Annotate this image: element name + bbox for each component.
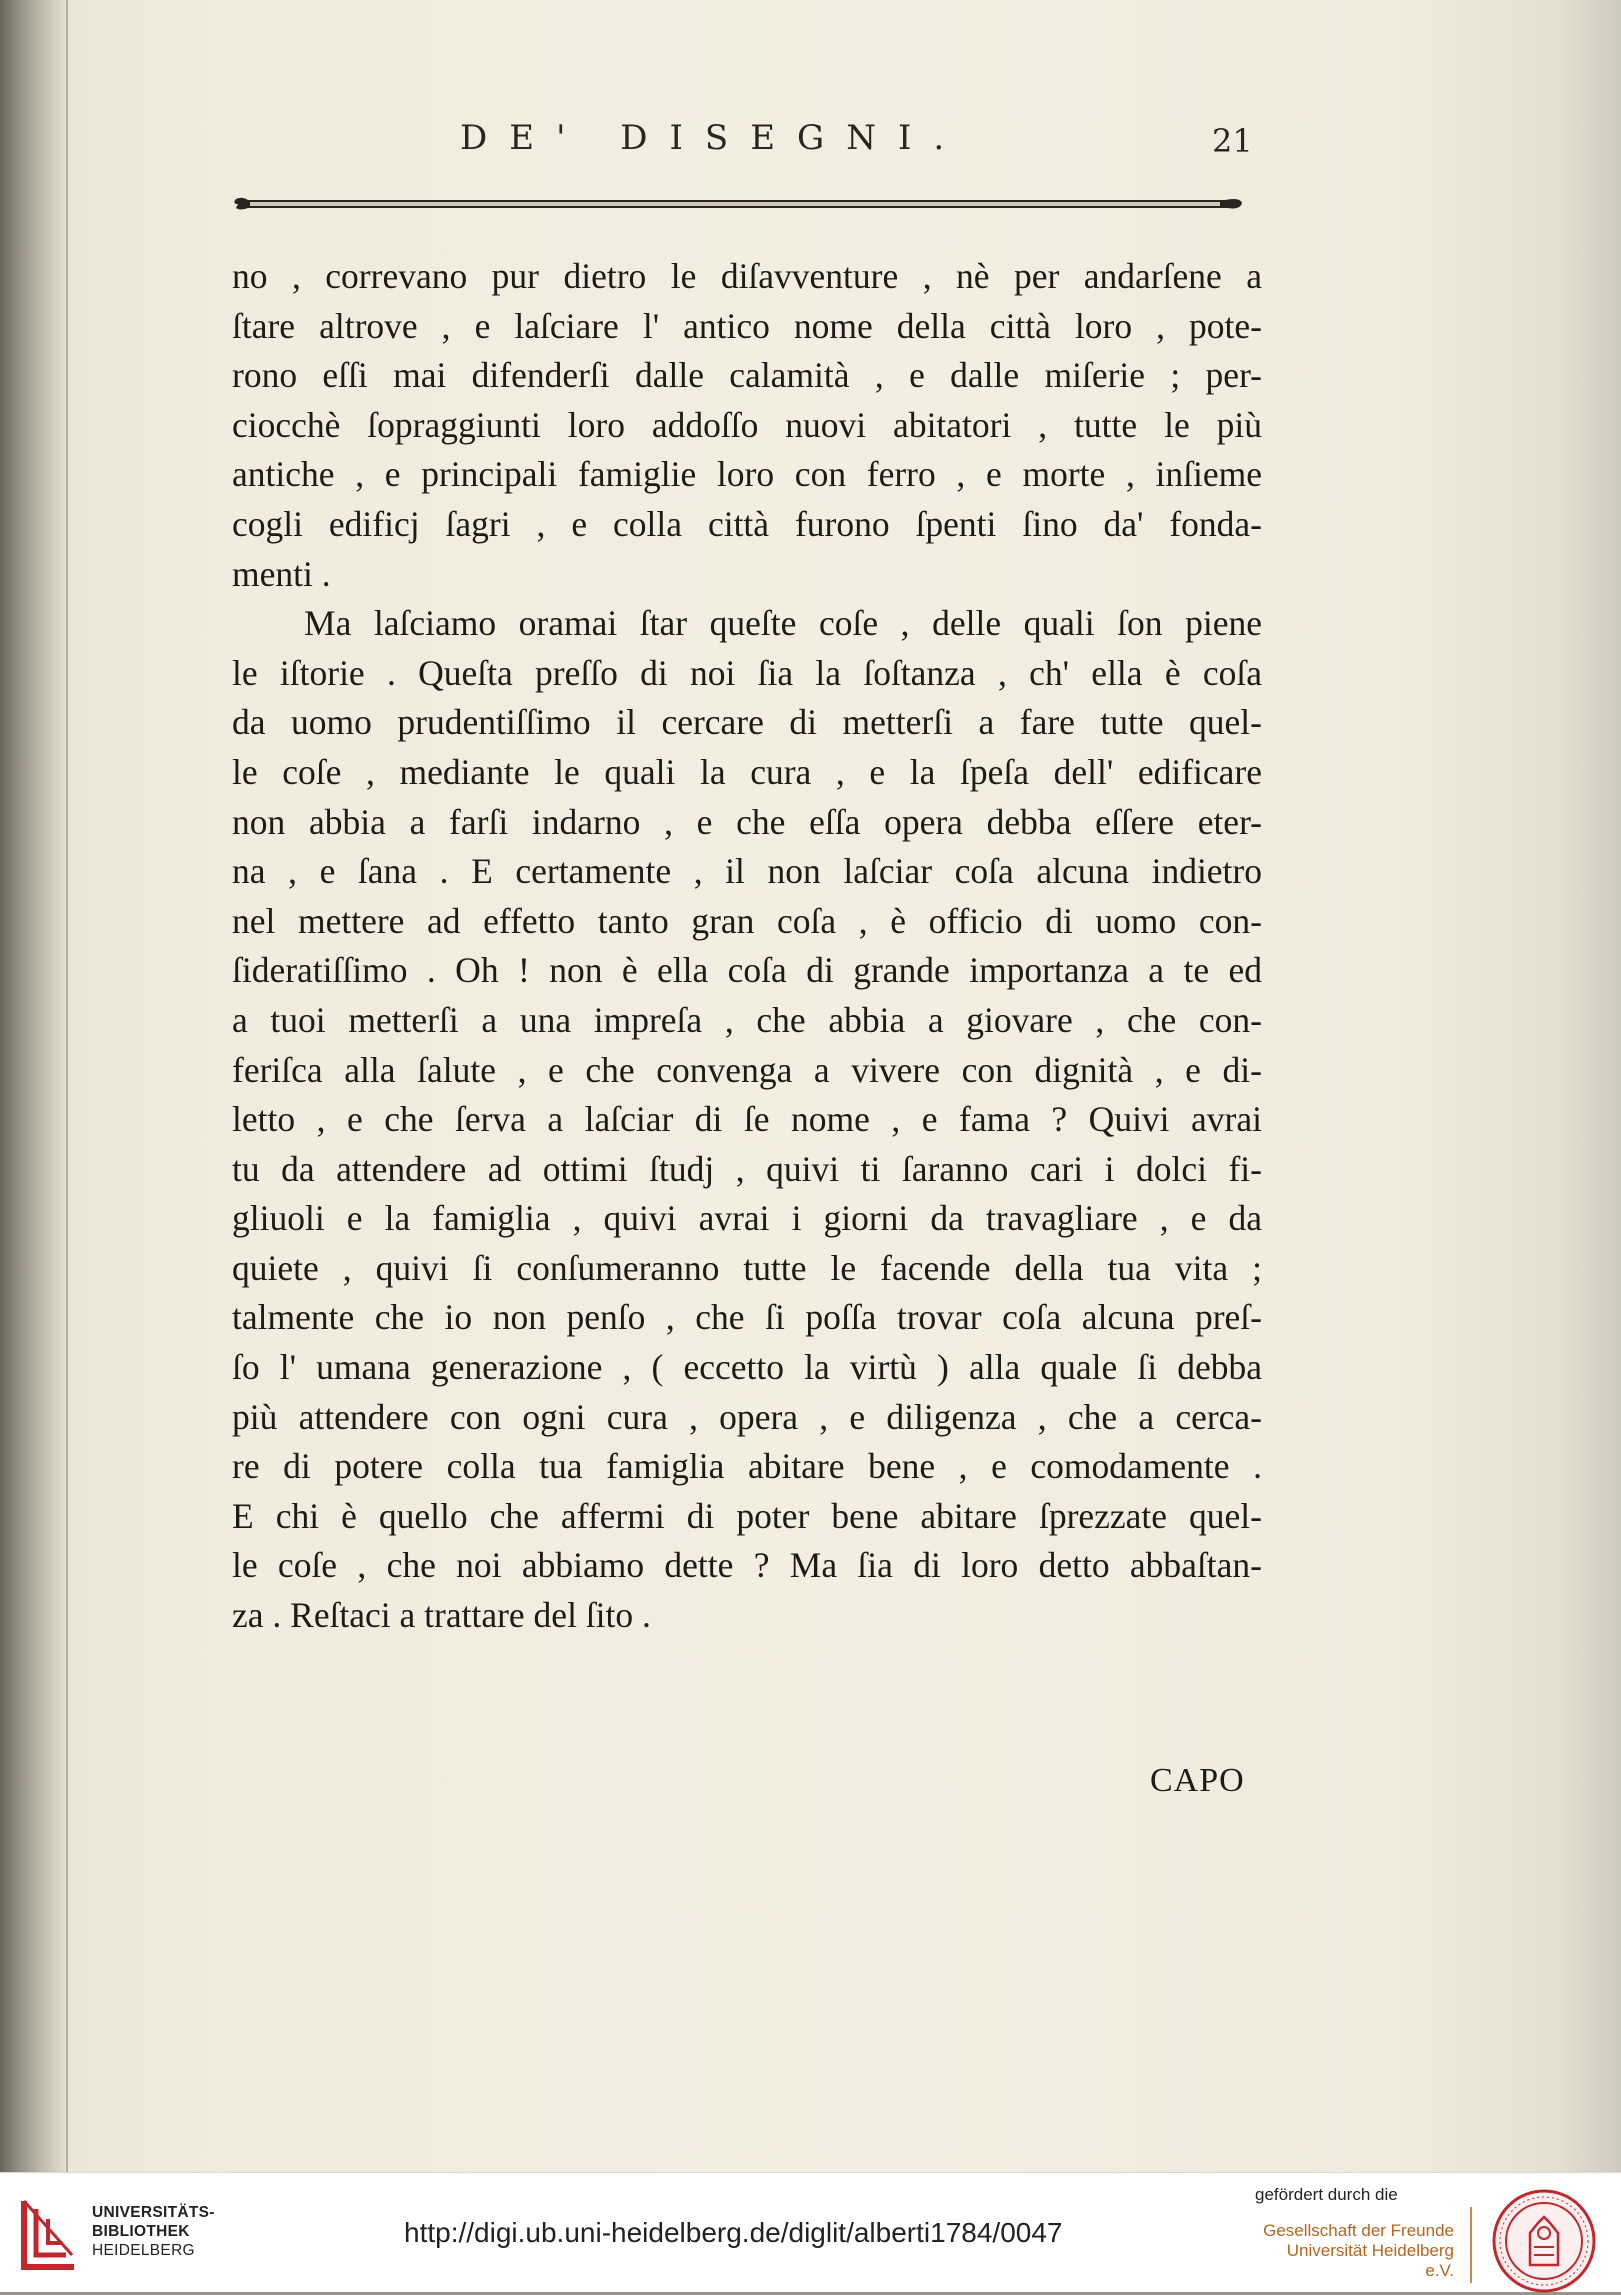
library-name: [92, 2203, 215, 2260]
binding-shadow: [0, 0, 70, 2172]
text-line: gliuoli e la famiglia , quivi avrai i giorni da travagliare , e da: [232, 1198, 1262, 1239]
page-edge-line: [66, 0, 68, 2172]
text-line: na , e ſana . E certamente , il non laſciar coſa alcuna indietro: [232, 851, 1262, 892]
sponsor-note: gefördert durch die: [1255, 2185, 1398, 2204]
text-line: le coſe , che noi abbiamo dette ? Ma ſia di loro detto abbaſtan-: [232, 1545, 1262, 1586]
text-line: cogli edificj ſagri , e colla città furono ſpenti ſino da' fonda-: [232, 503, 1262, 544]
text-line: le coſe , mediante le quali la cura , e la ſpeſa dell' edificare: [232, 751, 1262, 792]
text-line: le iſtorie . Queſta preſſo di noi ſia la ſoſtanza , ch' ella è coſa: [232, 652, 1262, 693]
text-line: da uomo prudentiſſimo il cercare di metterſi a fare tutte quel-: [232, 702, 1262, 743]
text-line: re di potere colla tua famiglia abitare bene , e comodamente .: [232, 1446, 1262, 1487]
library-name-line: HEIDELBERG: [92, 2242, 195, 2259]
text-line: ſtare altrove , e laſciare l' antico nome della città loro , pote-: [232, 305, 1262, 346]
page-number: 21: [1212, 122, 1253, 160]
university-library-logo-icon[interactable]: [14, 2193, 84, 2275]
sponsor-divider: [1470, 2207, 1472, 2283]
university-seal-icon[interactable]: [1490, 2187, 1598, 2295]
text-line: za . Reſtaci a trattare del ſito .: [232, 1595, 651, 1636]
text-line: nel mettere ad effetto tanto gran coſa , è officio di uomo con-: [232, 900, 1262, 941]
text-line: Ma laſciamo oramai ſtar queſte coſe , delle quali ſon piene: [304, 603, 1262, 644]
library-name-line: BIBLIOTHEK: [92, 2223, 190, 2240]
text-line: ſideratiſſimo . Oh ! non è ella coſa di grande importanza a te ed: [232, 950, 1262, 991]
sponsor-name[interactable]: [1262, 2221, 1454, 2281]
catchword: CAPO: [1150, 1762, 1245, 1799]
body-text: [232, 252, 1262, 1641]
text-line: menti .: [232, 553, 331, 594]
permalink-url[interactable]: http://digi.ub.uni-heidelberg.de/diglit/alberti1784/0047: [404, 2217, 1063, 2248]
text-line: tu da attendere ad ottimi ſtudj , quivi ti ſaranno cari i dolci fi-: [232, 1148, 1262, 1189]
ornamental-rule: [230, 194, 1245, 214]
text-line: feriſca alla ſalute , e che convenga a vivere con dignità , e di-: [232, 1049, 1262, 1090]
text-line: più attendere con ogni cura , opera , e diligenza , che a cerca-: [232, 1396, 1262, 1437]
library-name-line: UNIVERSITÄTS-: [92, 2204, 215, 2221]
text-line: antiche , e principali famiglie loro con ferro , e morte , inſieme: [232, 454, 1262, 495]
sponsor-name-line: Gesellschaft der Freunde: [1263, 2221, 1454, 2240]
text-line: letto , e che ſerva a laſciar di ſe nome , e fama ? Quivi avrai: [232, 1099, 1262, 1140]
text-line: non abbia a farſi indarno , e che eſſa opera debba eſſere eter-: [232, 801, 1262, 842]
footer-bar: [0, 2172, 1621, 2292]
sponsor-name-line: Universität Heidelberg e.V.: [1286, 2241, 1454, 2280]
running-title: DE' DISEGNI.: [460, 118, 967, 158]
text-line: a tuoi metterſi a una impreſa , che abbia a giovare , che con-: [232, 999, 1262, 1040]
text-line: no , correvano pur dietro le diſavventure , nè per andarſene a: [232, 256, 1262, 296]
text-line: rono eſſi mai difenderſi dalle calamità , e dalle miſerie ; per-: [232, 355, 1262, 396]
text-line: ciocchè ſopraggiunti loro addoſſo nuovi abitatori , tutte le più: [232, 404, 1262, 445]
text-line: talmente che io non penſo , che ſi poſſa trovar coſa alcuna preſ-: [232, 1297, 1262, 1338]
text-line: quiete , quivi ſi conſumeranno tutte le facende della tua vita ;: [232, 1247, 1262, 1288]
text-line: ſo l' umana generazione , ( eccetto la virtù ) alla quale ſi debba: [232, 1347, 1262, 1388]
text-line: E chi è quello che affermi di poter bene abitare ſprezzate quel-: [232, 1495, 1262, 1536]
